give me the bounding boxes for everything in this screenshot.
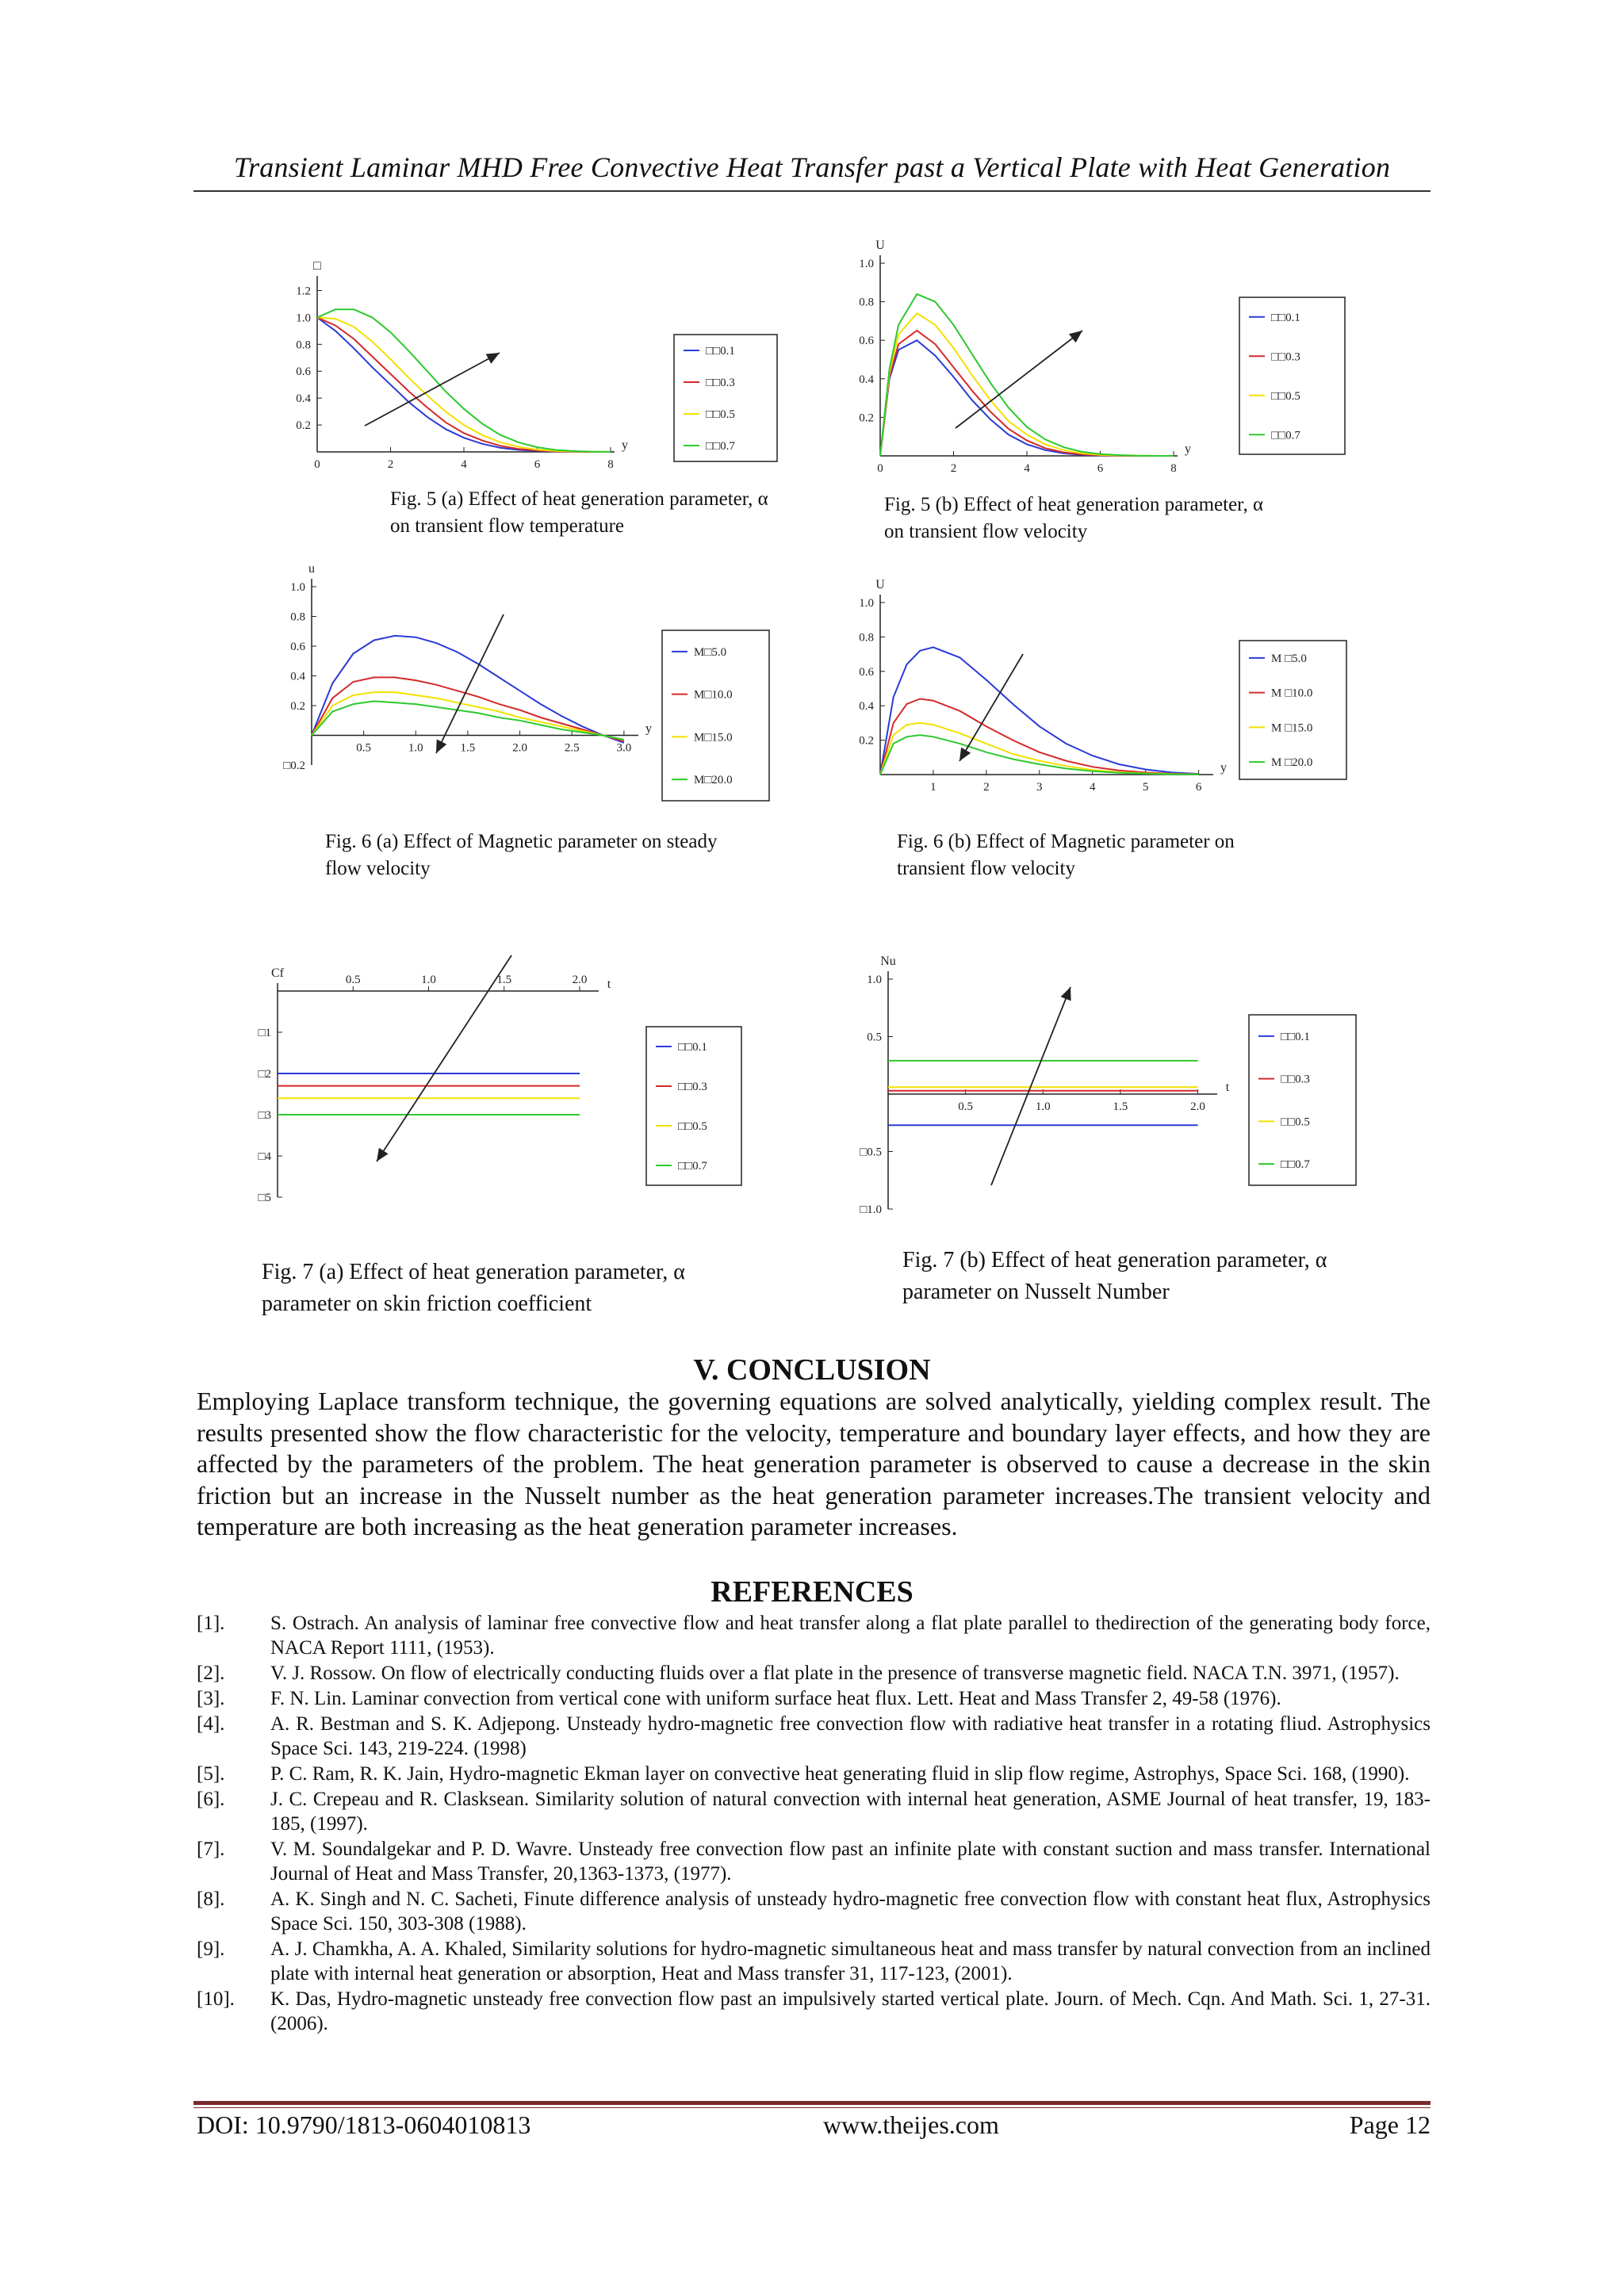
series-line	[317, 317, 611, 452]
legend-label: □□0.3	[1281, 1073, 1310, 1086]
y-tick-label: 0.2	[859, 411, 874, 425]
reference-item	[197, 1712, 1431, 1761]
legend-label: □□0.7	[706, 440, 735, 453]
series-line	[317, 317, 611, 452]
legend-label: □□0.3	[678, 1081, 707, 1093]
y-tick-label: 0.8	[296, 339, 311, 352]
caption-line: Fig. 5 (b) Effect of heat generation parameter, α	[884, 494, 1264, 515]
reference-item	[197, 1937, 1431, 1986]
y-tick-label: 0.6	[859, 335, 874, 348]
reference-text: A. R. Bestman and S. K. Adjepong. Unsteady hydro-magnetic free convection flow with radiative heat transfer in a rotating fliud. Astrophysics Space Sci. 143, 219-224. (1998)	[270, 1713, 1431, 1759]
caption-line: Fig. 5 (a) Effect of heat generation parameter, α	[390, 488, 768, 510]
legend-label: □□0.7	[1281, 1158, 1310, 1172]
y-tick-label: 0.2	[859, 734, 874, 748]
x-tick-label: 2.0	[512, 741, 527, 755]
footer-doi: DOI: 10.9790/1813-0604010813	[197, 2110, 531, 2139]
y-tick-label: 0.8	[290, 610, 305, 624]
reference-item	[197, 1837, 1431, 1886]
reference-number: [6].	[197, 1789, 225, 1810]
y-tick-label: □0.5	[860, 1146, 882, 1159]
x-tick-label: 2	[387, 458, 394, 471]
reference-item	[197, 1762, 1431, 1786]
caption-line: Fig. 6 (b) Effect of Magnetic parameter on	[897, 831, 1235, 852]
y-tick-label: 1.0	[867, 974, 882, 986]
reference-number: [4].	[197, 1713, 225, 1735]
trend-arrow-head	[377, 1148, 389, 1161]
x-tick-label: 1.5	[496, 974, 512, 986]
reference-item	[197, 1661, 1431, 1686]
trend-arrow-head	[486, 353, 500, 364]
figure-6b-plot	[841, 579, 1364, 801]
y-tick-label: 0.6	[859, 665, 874, 679]
x-tick-label: 1.5	[460, 741, 476, 755]
figure-6a-plot	[274, 563, 797, 817]
x-tick-label: 2	[950, 462, 957, 475]
x-tick-label: 1.0	[1035, 1100, 1051, 1113]
figure-6a	[274, 563, 797, 817]
x-tick-label: 6	[534, 458, 541, 471]
reference-text: F. N. Lin. Laminar convection from vertical cone with uniform surface heat flux. Lett. Heat and Mass Transfer 2, 49-58 (1976).	[270, 1688, 1281, 1709]
legend-label: □□0.5	[1281, 1115, 1310, 1129]
legend-label: □□0.7	[1271, 429, 1300, 442]
caption-line: parameter on Nusselt Number	[902, 1280, 1170, 1304]
trend-arrow-head	[1061, 987, 1071, 1001]
y-tick-label: 1.0	[290, 581, 305, 594]
x-tick-label: 0	[314, 458, 320, 471]
reference-item	[197, 1987, 1431, 2036]
x-axis-label: y	[645, 721, 652, 736]
legend-label: □□0.5	[1271, 389, 1300, 403]
reference-text: K. Das, Hydro-magnetic unsteady free convection flow past an impulsively started vertical plate. Journ. of Mech. Cqn. And Math. Sci. 1, 27-31.(2006).	[270, 1988, 1431, 2034]
figure-5b-plot	[848, 234, 1356, 476]
y-tick-label: □1.0	[860, 1203, 882, 1216]
y-tick-label: 0.4	[290, 670, 305, 683]
y-tick-label: 0.6	[296, 365, 311, 379]
figure-5b	[848, 234, 1356, 476]
page-footer	[197, 2110, 1431, 2145]
x-tick-label: 2	[983, 781, 990, 794]
x-tick-label: 0.5	[356, 741, 372, 755]
figure-5a-caption	[390, 486, 768, 540]
y-axis-label: u	[308, 562, 315, 576]
x-tick-label: 0.5	[958, 1100, 973, 1113]
y-axis-label: □	[313, 259, 321, 273]
y-axis-label: Cf	[271, 966, 284, 980]
x-axis-label: t	[607, 978, 611, 991]
legend-label: M □10.0	[1271, 687, 1313, 700]
x-tick-label: 4	[461, 458, 467, 471]
reference-number: [5].	[197, 1763, 225, 1785]
conclusion-text: Employing Laplace transform technique, the governing equations are solved analytically, yielding complex result. The results presented show the flow characteristic for the velocity, temperature and boundary layer effects, and how they are affected by the parameters of the problem. The heat generation parameter is observed to cause a decrease in the skin friction but an increase in the Nusselt number as the heat generation parameter increases.The transient velocity and temperature are both increasing as the heat generation parameter increases.	[197, 1387, 1431, 1540]
caption-line: flow velocity	[325, 858, 431, 879]
figure-5a	[285, 259, 793, 476]
legend-label: M□15.0	[694, 731, 733, 744]
figure-5b-caption	[884, 492, 1263, 545]
reference-text: A. J. Chamkha, A. A. Khaled, Similarity solutions for hydro-magnetic simultaneous heat and mass transfer by natural convection from an inclined plate with internal heat generation or absorption, Heat and Mass transfer 31, 117-123, (2001).	[270, 1938, 1431, 1984]
reference-number: [9].	[197, 1938, 225, 1960]
x-tick-label: 0	[877, 462, 883, 475]
header-rule	[193, 190, 1431, 192]
reference-text: V. M. Soundalgekar and P. D. Wavre. Unsteady free convection flow past an infinite plate with constant suction and mass transfer. International Journal of Heat and Mass Transfer, 20,1363-1373, (1977).	[270, 1839, 1431, 1885]
x-tick-label: 6	[1195, 781, 1202, 794]
y-tick-label: □2	[258, 1068, 271, 1081]
legend-label: M□20.0	[694, 774, 733, 787]
series-line	[880, 313, 1174, 456]
reference-item	[197, 1686, 1431, 1711]
footer-page-number: Page 12	[1349, 2110, 1431, 2139]
footer-website: www.theijes.com	[823, 2110, 999, 2139]
x-tick-label: 4	[1089, 781, 1096, 794]
series-line	[317, 309, 611, 452]
legend-label: M □5.0	[1271, 652, 1307, 665]
reference-text: J. C. Crepeau and R. Clasksean. Similarity solution of natural convection with internal heat generation, ASME Journal of heat transfer, 19, 183-185, (1997).	[270, 1789, 1431, 1835]
caption-line: Fig. 7 (b) Effect of heat generation parameter, α	[902, 1248, 1327, 1272]
figure-6b-caption	[897, 828, 1235, 882]
x-tick-label: 8	[607, 458, 614, 471]
reference-item	[197, 1611, 1431, 1660]
y-axis-label: Nu	[880, 955, 896, 968]
references-title: REFERENCES	[710, 1575, 914, 1609]
x-tick-label: 1.0	[408, 741, 423, 755]
x-axis-label: y	[622, 438, 628, 452]
x-tick-label: 1	[930, 781, 936, 794]
legend-label: □□0.1	[1271, 311, 1300, 324]
figure-7a	[242, 947, 765, 1213]
x-tick-label: 2.0	[572, 974, 588, 986]
y-tick-label: 0.5	[867, 1031, 882, 1044]
x-tick-label: 6	[1097, 462, 1104, 475]
legend-label: □□0.7	[678, 1160, 707, 1173]
references-list	[197, 1611, 1431, 2037]
reference-text: S. Ostrach. An analysis of laminar free convective flow and heat transfer along a flat plate parallel to thedirection of the generating body force, NACA Report 1111, (1953).	[270, 1613, 1431, 1659]
x-tick-label: 5	[1142, 781, 1149, 794]
x-tick-label: 4	[1024, 462, 1030, 475]
legend-label: □□0.5	[706, 408, 735, 421]
reference-text: P. C. Ram, R. K. Jain, Hydro-magnetic Ekman layer on convective heat generating fluid in slip flow regime, Astrophys, Space Sci. 168, (1990).	[270, 1763, 1410, 1785]
y-tick-label: 1.2	[296, 285, 311, 298]
series-line	[880, 735, 1199, 775]
trend-arrow-line	[377, 955, 511, 1161]
legend-label: □□0.5	[678, 1120, 707, 1133]
series-line	[880, 340, 1174, 456]
trend-arrow-line	[365, 353, 500, 426]
x-axis-label: y	[1220, 761, 1227, 775]
x-tick-label: 0.5	[345, 974, 361, 986]
y-tick-label: 1.0	[859, 597, 874, 610]
y-tick-label: 0.2	[290, 700, 305, 713]
caption-line: Fig. 7 (a) Effect of heat generation parameter, α	[262, 1260, 685, 1284]
figure-7b-caption	[902, 1245, 1327, 1308]
reference-number: [3].	[197, 1688, 225, 1709]
y-tick-label: 1.0	[296, 312, 311, 325]
legend-label: M□5.0	[694, 645, 727, 659]
y-tick-label: 0.4	[296, 392, 311, 406]
y-axis-label: U	[875, 239, 885, 252]
series-line	[880, 647, 1199, 775]
reference-number: [2].	[197, 1663, 225, 1684]
figure-7b-plot	[841, 943, 1380, 1221]
legend-label: □□0.1	[1281, 1030, 1310, 1043]
footer-rule-thin	[193, 2107, 1431, 2108]
legend-label: M □20.0	[1271, 756, 1313, 770]
y-tick-label: 0.8	[859, 631, 874, 645]
caption-line: Fig. 6 (a) Effect of Magnetic parameter on steady	[325, 831, 718, 852]
series-line	[317, 317, 611, 452]
trend-arrow-head	[959, 748, 971, 761]
legend-label: □□0.1	[706, 345, 735, 358]
y-tick-label: 1.0	[859, 258, 874, 270]
reference-number: [7].	[197, 1839, 225, 1860]
series-line	[880, 331, 1174, 456]
reference-number: [1].	[197, 1613, 225, 1634]
legend-label: M□10.0	[694, 688, 733, 702]
x-tick-label: 1.5	[1113, 1100, 1128, 1113]
y-tick-label: 0.4	[859, 373, 874, 386]
reference-text: A. K. Singh and N. C. Sacheti, Finute difference analysis of unsteady hydro-magnetic free convection flow with constant heat flux, Astrophysics Space Sci. 150, 303-308 (1988).	[270, 1888, 1431, 1934]
x-axis-label: y	[1185, 442, 1191, 456]
y-tick-label: □1	[258, 1027, 271, 1039]
reference-item	[197, 1887, 1431, 1936]
figure-7a-caption	[262, 1257, 685, 1320]
reference-item	[197, 1787, 1431, 1836]
trend-arrow-line	[436, 614, 504, 753]
y-tick-label: □3	[258, 1109, 271, 1122]
trend-arrow-head	[1069, 331, 1082, 342]
caption-line: on transient flow velocity	[884, 521, 1088, 542]
reference-text: V. J. Rossow. On flow of electrically conducting fluids over a flat plate in the presence of transverse magnetic field. NACA T.N. 3971, (1957).	[270, 1663, 1400, 1684]
caption-line: on transient flow temperature	[390, 515, 625, 537]
x-axis-label: t	[1225, 1081, 1230, 1094]
reference-number: [8].	[197, 1888, 225, 1910]
x-tick-label: 2.5	[564, 741, 580, 755]
y-tick-label: 0.4	[859, 700, 874, 714]
x-tick-label: 1.0	[421, 974, 436, 986]
figure-6a-caption	[325, 828, 717, 882]
x-tick-label: 3.0	[616, 741, 632, 755]
trend-arrow-line	[991, 987, 1071, 1185]
y-tick-label: □0.2	[283, 760, 305, 772]
y-tick-label: 0.8	[859, 296, 874, 309]
figure-5a-plot	[285, 259, 793, 476]
running-header: Transient Laminar MHD Free Convective Heat Transfer past a Vertical Plate with Heat Generation	[233, 151, 1391, 183]
x-tick-label: 3	[1036, 781, 1043, 794]
reference-number: [10].	[197, 1988, 235, 2010]
legend-label: □□0.1	[678, 1041, 707, 1054]
y-tick-label: 0.6	[290, 641, 305, 653]
conclusion-title: V. CONCLUSION	[693, 1353, 931, 1387]
figure-6b	[841, 579, 1364, 801]
caption-line: parameter on skin friction coefficient	[262, 1292, 592, 1316]
figure-7b	[841, 943, 1380, 1221]
x-tick-label: 8	[1170, 462, 1177, 475]
legend-label: □□0.3	[706, 377, 735, 389]
legend-label: M □15.0	[1271, 721, 1313, 735]
y-tick-label: 0.2	[296, 419, 311, 433]
figure-7a-plot	[242, 947, 765, 1213]
caption-line: transient flow velocity	[897, 858, 1075, 879]
y-tick-label: □5	[258, 1192, 271, 1204]
series-line	[880, 723, 1199, 775]
footer-rule	[193, 2101, 1431, 2105]
legend-label: □□0.3	[1271, 350, 1300, 364]
x-tick-label: 2.0	[1190, 1100, 1205, 1113]
y-axis-label: U	[875, 578, 885, 591]
y-tick-label: □4	[258, 1150, 271, 1163]
